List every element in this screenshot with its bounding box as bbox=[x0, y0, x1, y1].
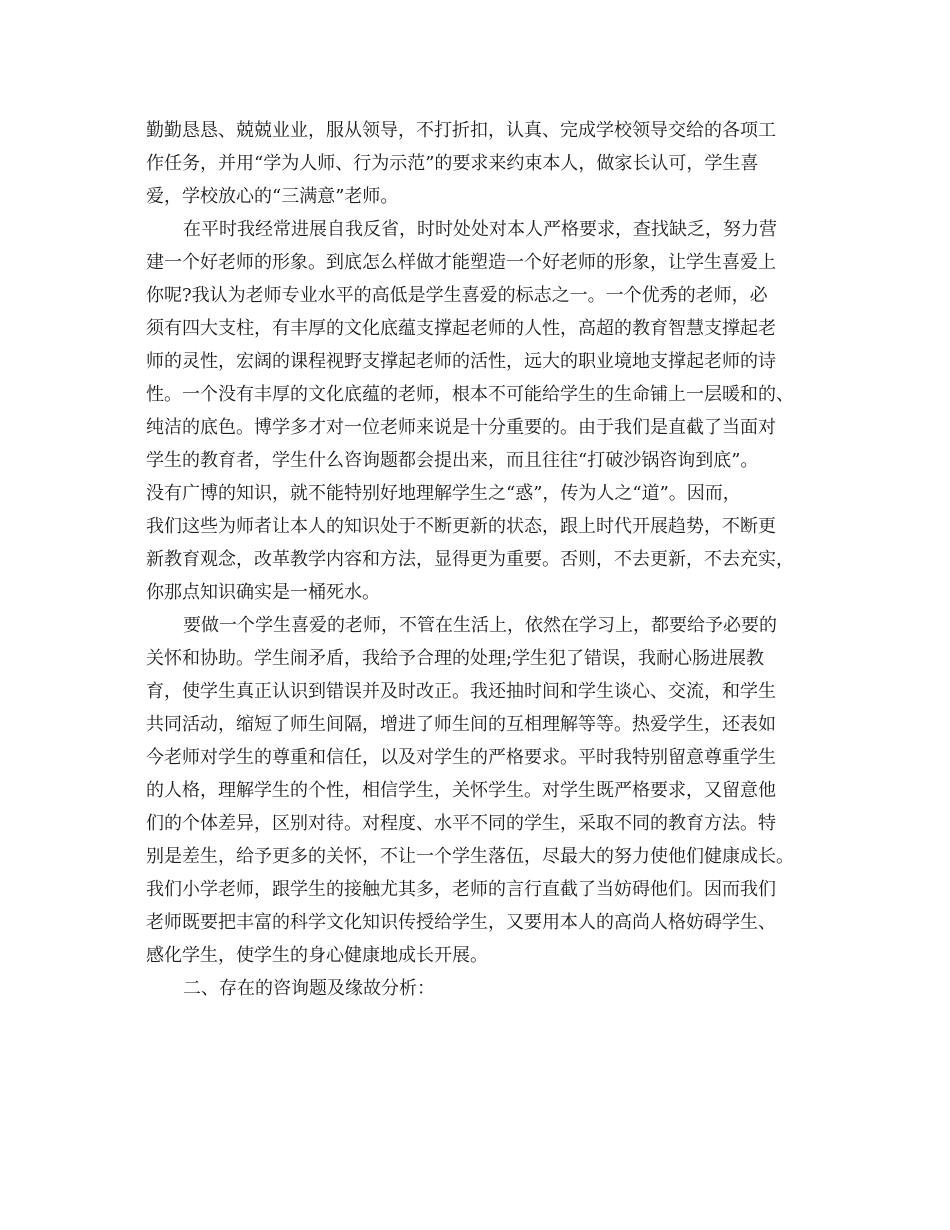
text-line: 你呢?我认为老师专业水平的高低是学生喜爱的标志之一。一个优秀的老师，必 bbox=[146, 285, 768, 306]
text-line: 关怀和协助。学生闹矛盾，我给予合理的处理;学生犯了错误，我耐心肠进展教 bbox=[146, 648, 765, 669]
text-line: 没有广博的知识，就不能特别好地理解学生之“惑”，传为人之“道”。因而， bbox=[146, 483, 741, 504]
section-heading bbox=[146, 972, 836, 1005]
text-line: 的人格，理解学生的个性，相信学生，关怀学生。对学生既严格要求，又留意他 bbox=[146, 780, 776, 801]
text-line: 你那点知识确实是一桶死水。 bbox=[146, 582, 380, 603]
text-line: 在平时我经常进展自我反省，时时处处对本人严格要求，查找缺乏，努力营 bbox=[183, 219, 777, 240]
text-line: 育，使学生真正认识到错误并及时改正。我还抽时间和学生谈心、交流，和学生 bbox=[146, 681, 776, 702]
text-line: 别是差生，给予更多的关怀，不让一个学生落伍，尽最大的努力使他们健康成长。 bbox=[146, 846, 794, 867]
text-line: 共同活动，缩短了师生间隔，增进了师生间的互相理解等等。热爱学生，还表如 bbox=[146, 714, 776, 735]
paragraph-1 bbox=[146, 114, 836, 213]
section-heading-text: 二、存在的咨询题及缘故分析： bbox=[183, 978, 435, 999]
text-line: 新教育观念，改革教学内容和方法，显得更为重要。否则，不去更新，不去充实， bbox=[146, 549, 794, 570]
text-line: 今老师对学生的尊重和信任，以及对学生的严格要求。平时我特别留意尊重学生 bbox=[146, 747, 776, 768]
paragraph-2 bbox=[146, 213, 836, 609]
text-line: 性。一个没有丰厚的文化底蕴的老师，根本不可能给学生的生命铺上一层暖和的、 bbox=[146, 384, 794, 405]
text-line: 要做一个学生喜爱的老师，不管在生活上，依然在学习上，都要给予必要的 bbox=[183, 615, 777, 636]
text-line: 须有四大支柱，有丰厚的文化底蕴支撑起老师的人性，高超的教育智慧支撑起老 bbox=[146, 318, 776, 339]
paragraph-3 bbox=[146, 609, 836, 972]
text-line: 我们这些为师者让本人的知识处于不断更新的状态，跟上时代开展趋势，不断更 bbox=[146, 516, 776, 537]
text-line: 们的个体差异，区别对待。对程度、水平不同的学生，采取不同的教育方法。特 bbox=[146, 813, 776, 834]
text-line: 爱，学校放心的“三满意”老师。 bbox=[146, 186, 399, 207]
text-line: 纯洁的底色。博学多才对一位老师来说是十分重要的。由于我们是直截了当面对 bbox=[146, 417, 776, 438]
text-line: 老师既要把丰富的科学文化知识传授给学生，又要用本人的高尚人格妨碍学生、 bbox=[146, 912, 776, 933]
text-line: 感化学生，使学生的身心健康地成长开展。 bbox=[146, 945, 488, 966]
text-line: 我们小学老师，跟学生的接触尤其多，老师的言行直截了当妨碍他们。因而我们 bbox=[146, 879, 776, 900]
text-line: 学生的教育者，学生什么咨询题都会提出来，而且往往“打破沙锅咨询到底”。 bbox=[146, 450, 759, 471]
text-line: 建一个好老师的形象。到底怎么样做才能塑造一个好老师的形象，让学生喜爱上 bbox=[146, 252, 776, 273]
text-line: 作任务，并用“学为人师、行为示范”的要求来约束本人，做家长认可，学生喜 bbox=[146, 153, 759, 174]
text-line: 勤勤恳恳、兢兢业业，服从领导，不打折扣，认真、完成学校领导交给的各项工 bbox=[146, 120, 776, 141]
document-body bbox=[146, 114, 836, 1005]
text-line: 师的灵性，宏阔的课程视野支撑起老师的活性，远大的职业境地支撑起老师的诗 bbox=[146, 351, 776, 372]
